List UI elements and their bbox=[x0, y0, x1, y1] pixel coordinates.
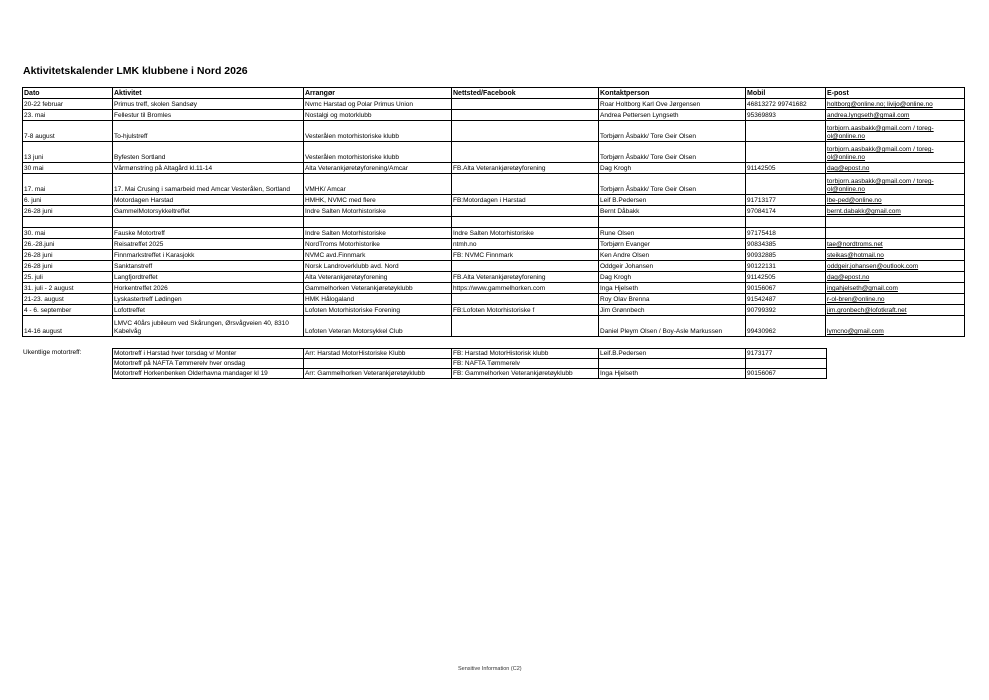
organizer-cell: Indre Salten Motorhistoriske bbox=[304, 206, 452, 217]
organizer-cell: Gammelhorken Veterankjøretøyklubb bbox=[304, 283, 452, 294]
weekly-website-cell: FB: Harstad MotorHistorisk klubb bbox=[452, 349, 599, 359]
activity-cell: To-hjulstreff bbox=[113, 121, 304, 142]
contact-cell: Torbjørn Åsbakk/ Tore Geir Olsen bbox=[599, 121, 746, 142]
activity-cell: Fauske Motortreff bbox=[113, 228, 304, 239]
email-cell: torbjorn.aasbakk@gmail.com / toreg-ol@online.no bbox=[826, 174, 965, 195]
contact-cell bbox=[599, 217, 746, 228]
column-header: Kontaktperson bbox=[599, 88, 746, 99]
weekly-mobile-cell bbox=[746, 359, 827, 369]
weekly-contact-cell: Inga Hjelseth bbox=[599, 369, 746, 379]
website-cell: FB:Motordagen i Harstad bbox=[452, 195, 599, 206]
date-cell: 26-28 juni bbox=[23, 261, 113, 272]
mobile-cell bbox=[746, 174, 826, 195]
contact-cell: Jim Grønnbech bbox=[599, 305, 746, 316]
activity-table bbox=[22, 87, 965, 337]
mobile-cell: 91142505 bbox=[746, 163, 826, 174]
mobile-cell: 90799392 bbox=[746, 305, 826, 316]
date-cell: 21-23. august bbox=[23, 294, 113, 305]
website-cell: https://www.gammelhorken.com bbox=[452, 283, 599, 294]
organizer-cell: Indre Salten Motorhistoriske bbox=[304, 228, 452, 239]
email-cell: jim.gronbech@lofotkraft.net bbox=[826, 305, 965, 316]
website-cell bbox=[452, 121, 599, 142]
weekly-contact-cell bbox=[599, 359, 746, 369]
weekly-contact-cell: Leif.B.Pedersen bbox=[599, 349, 746, 359]
email-cell: holtborg@online.no; livijo@online.no bbox=[826, 99, 965, 110]
website-cell bbox=[452, 261, 599, 272]
organizer-cell: Vesterålen motorhistoriske klubb bbox=[304, 142, 452, 163]
email-cell: torbjorn.aasbakk@gmail.com / toreg-ol@online.no bbox=[826, 142, 965, 163]
table-row bbox=[23, 228, 965, 239]
table-row bbox=[23, 316, 965, 337]
contact-cell: Ken Andre Olsen bbox=[599, 250, 746, 261]
email-cell bbox=[826, 217, 965, 228]
organizer-cell: HMK Hålogaland bbox=[304, 294, 452, 305]
organizer-cell: NordTroms Motorhistorike bbox=[304, 239, 452, 250]
activity-cell: Sanktanstreff bbox=[113, 261, 304, 272]
website-cell bbox=[452, 99, 599, 110]
activity-cell: Fellestur til Bromles bbox=[113, 110, 304, 121]
contact-cell: Daniel Pleym Olsen / Boy-Asle Markussen bbox=[599, 316, 746, 337]
column-header: Dato bbox=[23, 88, 113, 99]
website-cell: FB.Alta Veterankjøretøyforening bbox=[452, 272, 599, 283]
contact-cell: Torbjørn Åsbakk/ Tore Geir Olsen bbox=[599, 142, 746, 163]
mobile-cell: 90156067 bbox=[746, 283, 826, 294]
mobile-cell bbox=[746, 121, 826, 142]
date-cell: 6. juni bbox=[23, 195, 113, 206]
contact-cell: Roy Olav Brenna bbox=[599, 294, 746, 305]
contact-cell: Torbjørn Åsbakk/ Tore Geir Olsen bbox=[599, 174, 746, 195]
date-cell: 4 - 6. september bbox=[23, 305, 113, 316]
contact-cell: Rune Olsen bbox=[599, 228, 746, 239]
column-header: E-post bbox=[826, 88, 965, 99]
website-cell bbox=[452, 206, 599, 217]
date-cell: 7-8 august bbox=[23, 121, 113, 142]
email-cell: bernt.dabakk@gmail.com bbox=[826, 206, 965, 217]
table-row bbox=[23, 239, 965, 250]
organizer-cell: Lofoten Motorhistoriske Forening bbox=[304, 305, 452, 316]
organizer-cell: Vesterålen motorhistoriske klubb bbox=[304, 121, 452, 142]
website-cell: FB:Lofoten Motorhistoriske f bbox=[452, 305, 599, 316]
date-cell: 25. juli bbox=[23, 272, 113, 283]
weekly-activity-cell: Motortreff Horkenbenken Olderhavna mandager kl 19 bbox=[113, 369, 304, 379]
contact-cell: Inga Hjelseth bbox=[599, 283, 746, 294]
date-cell: 31. juli - 2 august bbox=[23, 283, 113, 294]
activity-cell: Lofottreffet bbox=[113, 305, 304, 316]
email-cell: dag@epost.no bbox=[826, 272, 965, 283]
column-header: Nettsted/Facebook bbox=[452, 88, 599, 99]
date-cell: 30. mai bbox=[23, 228, 113, 239]
table-header-row bbox=[23, 88, 965, 99]
weekly-row bbox=[113, 369, 827, 379]
table-row bbox=[23, 142, 965, 163]
table-row bbox=[23, 206, 965, 217]
date-cell: 14-16 august bbox=[23, 316, 113, 337]
email-cell bbox=[826, 228, 965, 239]
activity-cell: Horkentreffet 2026 bbox=[113, 283, 304, 294]
email-cell: lymcno@gmail.com bbox=[826, 316, 965, 337]
date-cell: 13 juni bbox=[23, 142, 113, 163]
table-row bbox=[23, 261, 965, 272]
organizer-cell: Lofoten Veteran Motorsykkel Club bbox=[304, 316, 452, 337]
email-cell: tae@nordtroms.net bbox=[826, 239, 965, 250]
table-row bbox=[23, 174, 965, 195]
email-cell: oddgeir.johansen@outlook.com bbox=[826, 261, 965, 272]
organizer-cell: VMHK/ Amcar bbox=[304, 174, 452, 195]
website-cell bbox=[452, 316, 599, 337]
website-cell: FB.Alta Veterankjøretøyforening bbox=[452, 163, 599, 174]
mobile-cell: 97175418 bbox=[746, 228, 826, 239]
email-cell: andrea.lyngseth@gmail.com bbox=[826, 110, 965, 121]
activity-cell: Motordagen Harstad bbox=[113, 195, 304, 206]
contact-cell: Leif B.Pedersen bbox=[599, 195, 746, 206]
activity-cell: LMVC 40års jubileum ved Skårungen, Ørsvågveien 40, 8310 Kabelvåg bbox=[113, 316, 304, 337]
email-cell: steikas@hotmail.no bbox=[826, 250, 965, 261]
activity-cell bbox=[113, 217, 304, 228]
weekly-row bbox=[113, 349, 827, 359]
date-cell: 26.-28.juni bbox=[23, 239, 113, 250]
mobile-cell: 90122131 bbox=[746, 261, 826, 272]
table-row bbox=[23, 195, 965, 206]
email-cell: r-ol-bren@online.no bbox=[826, 294, 965, 305]
table-row bbox=[23, 121, 965, 142]
table-row bbox=[23, 294, 965, 305]
table-row bbox=[23, 217, 965, 228]
weekly-organizer-cell: Arr: Harstad MotorHistoriske Klubb bbox=[304, 349, 452, 359]
email-cell: dag@epost.no bbox=[826, 163, 965, 174]
mobile-cell: 91142505 bbox=[746, 272, 826, 283]
website-cell: Indre Salten Motorhistoriske bbox=[452, 228, 599, 239]
table-row bbox=[23, 99, 965, 110]
mobile-cell bbox=[746, 142, 826, 163]
activity-cell: Byfesten Sortland bbox=[113, 142, 304, 163]
weekly-row bbox=[113, 359, 827, 369]
weekly-mobile-cell: 9173177 bbox=[746, 349, 827, 359]
email-cell: ingahjelseth@gmail.com bbox=[826, 283, 965, 294]
website-cell bbox=[452, 174, 599, 195]
weekly-mobile-cell: 90156067 bbox=[746, 369, 827, 379]
contact-cell: Dag Krogh bbox=[599, 272, 746, 283]
website-cell bbox=[452, 294, 599, 305]
date-cell: 20-22 februar bbox=[23, 99, 113, 110]
organizer-cell: NVMC avd.Finnmark bbox=[304, 250, 452, 261]
activity-cell: 17. Mai Crusing i samarbeid med Amcar Vesterålen, Sortland bbox=[113, 174, 304, 195]
email-cell: lbe-ped@online.no bbox=[826, 195, 965, 206]
activity-cell: Finnmarkstreffet i Karasjokk bbox=[113, 250, 304, 261]
column-header: Arrangør bbox=[304, 88, 452, 99]
table-row bbox=[23, 250, 965, 261]
weekly-activity-cell: Motortreff i Harstad hver torsdag v/ Monter bbox=[113, 349, 304, 359]
activity-cell: GammelMotorsykkeltreffet bbox=[113, 206, 304, 217]
date-cell bbox=[23, 217, 113, 228]
website-cell: ntmh.no bbox=[452, 239, 599, 250]
organizer-cell: Alta Veterankjøretøyforening bbox=[304, 272, 452, 283]
table-row bbox=[23, 283, 965, 294]
activity-cell: Lyskastertreff Lødingen bbox=[113, 294, 304, 305]
contact-cell: Dag Krogh bbox=[599, 163, 746, 174]
website-cell bbox=[452, 142, 599, 163]
page-title: Aktivitetskalender LMK klubbene i Nord 2026 bbox=[23, 65, 248, 77]
table-row bbox=[23, 163, 965, 174]
contact-cell: Roar Holtborg Karl Ove Jørgensen bbox=[599, 99, 746, 110]
column-header: Aktivitet bbox=[113, 88, 304, 99]
activity-cell: Reisatreffet 2025 bbox=[113, 239, 304, 250]
mobile-cell: 91713177 bbox=[746, 195, 826, 206]
mobile-cell: 90834385 bbox=[746, 239, 826, 250]
date-cell: 17. mai bbox=[23, 174, 113, 195]
mobile-cell: 90932885 bbox=[746, 250, 826, 261]
contact-cell: Torbjørn Evanger bbox=[599, 239, 746, 250]
mobile-cell: 97084174 bbox=[746, 206, 826, 217]
activity-cell: Vårmønstring på Altagård kl.11-14 bbox=[113, 163, 304, 174]
mobile-cell: 91542487 bbox=[746, 294, 826, 305]
mobile-cell bbox=[746, 217, 826, 228]
table-row bbox=[23, 110, 965, 121]
weekly-table bbox=[112, 348, 827, 379]
organizer-cell bbox=[304, 217, 452, 228]
mobile-cell: 99430962 bbox=[746, 316, 826, 337]
contact-cell: Bernt Dåbakk bbox=[599, 206, 746, 217]
footer-classification: Sensitive Information (C2) bbox=[458, 666, 522, 672]
weekly-website-cell: FB: Gammelhorken Veterankjøretøyklubb bbox=[452, 369, 599, 379]
website-cell bbox=[452, 217, 599, 228]
organizer-cell: Nostalgi og motorklubb bbox=[304, 110, 452, 121]
column-header: Mobil bbox=[746, 88, 826, 99]
date-cell: 26-28 juni bbox=[23, 250, 113, 261]
weekly-activity-cell: Motortreff på NAFTA Tømmerelv hver onsdag bbox=[113, 359, 304, 369]
weekly-organizer-cell: Arr: Gammelhorken Veterankjøretøyklubb bbox=[304, 369, 452, 379]
date-cell: 30 mai bbox=[23, 163, 113, 174]
mobile-cell: 95369893 bbox=[746, 110, 826, 121]
website-cell bbox=[452, 110, 599, 121]
weekly-label: Ukentlige motortreff: bbox=[23, 349, 82, 356]
contact-cell: Andrea Pettersen Lyngseth bbox=[599, 110, 746, 121]
organizer-cell: Nvmc Harstad og Polar Primus Union bbox=[304, 99, 452, 110]
weekly-website-cell: FB: NAFTA Tømmerelv bbox=[452, 359, 599, 369]
table-row bbox=[23, 305, 965, 316]
activity-cell: Primus treff, skolen Sandsøy bbox=[113, 99, 304, 110]
organizer-cell: HMHK, NVMC med flere bbox=[304, 195, 452, 206]
organizer-cell: Alta Veterankjøretøyforening/Amcar bbox=[304, 163, 452, 174]
contact-cell: Oddgeir Johansen bbox=[599, 261, 746, 272]
date-cell: 26-28 juni bbox=[23, 206, 113, 217]
date-cell: 23. mai bbox=[23, 110, 113, 121]
weekly-organizer-cell bbox=[304, 359, 452, 369]
table-row bbox=[23, 272, 965, 283]
organizer-cell: Norsk Landroverklubb avd. Nord bbox=[304, 261, 452, 272]
mobile-cell: 46813272 99741682 bbox=[746, 99, 826, 110]
website-cell: FB: NVMC Finnmark bbox=[452, 250, 599, 261]
email-cell: torbjorn.aasbakk@gmail.com / toreg-ol@online.no bbox=[826, 121, 965, 142]
activity-cell: Langfjordtreffet bbox=[113, 272, 304, 283]
